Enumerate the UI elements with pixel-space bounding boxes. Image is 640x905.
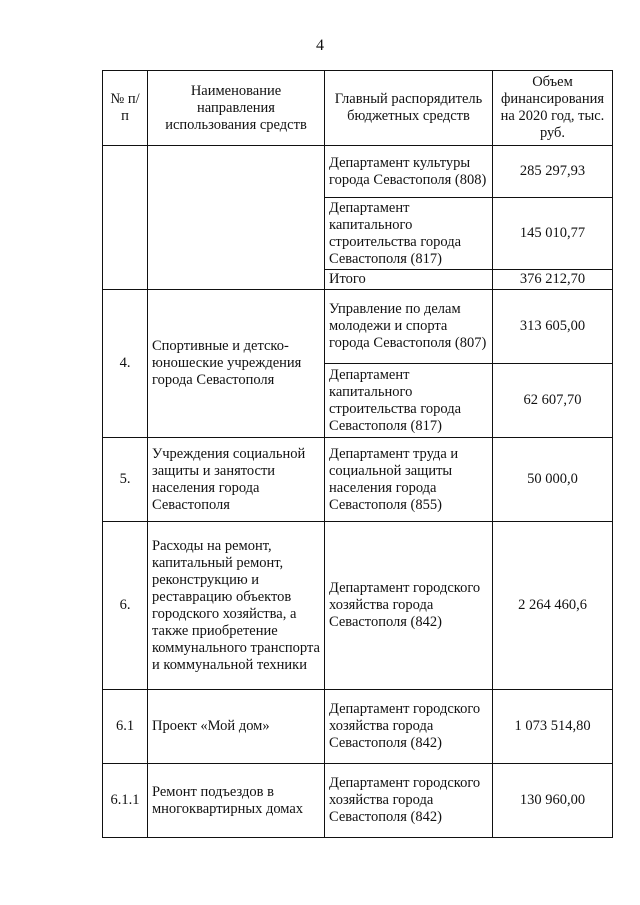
dept-cell: Департамент культуры города Севастополя (808)	[325, 146, 493, 198]
table-header-row	[103, 71, 613, 146]
amount-cell: 1 073 514,80	[493, 690, 613, 764]
table-row	[103, 146, 613, 198]
amount-cell: 376 212,70	[493, 270, 613, 290]
dept-cell: Департамент капитального строительства города Севастополя (817)	[325, 198, 493, 270]
amount-cell: 62 607,70	[493, 364, 613, 438]
num-cell	[103, 146, 148, 290]
header-amount: Объем финансирования на 2020 год, тыс. руб.	[493, 71, 613, 146]
page-number: 4	[316, 37, 324, 54]
num-cell: 6.1	[103, 690, 148, 764]
table-row	[103, 690, 613, 764]
direction-cell: Учреждения социальной защиты и занятости населения города Севастополя	[148, 438, 325, 522]
direction-cell: Проект «Мой дом»	[148, 690, 325, 764]
dept-cell: Департамент городского хозяйства города Севастополя (842)	[325, 522, 493, 690]
table-row	[103, 764, 613, 838]
header-num: № п/п	[103, 71, 148, 146]
dept-cell: Департамент городского хозяйства города Севастополя (842)	[325, 690, 493, 764]
amount-cell: 50 000,0	[493, 438, 613, 522]
dept-cell: Департамент городского хозяйства города Севастополя (842)	[325, 764, 493, 838]
direction-cell	[148, 146, 325, 290]
table-row	[103, 290, 613, 364]
dept-cell: Управление по делам молодежи и спорта города Севастополя (807)	[325, 290, 493, 364]
header-manager: Главный распорядитель бюджетных средств	[325, 71, 493, 146]
amount-cell: 2 264 460,6	[493, 522, 613, 690]
table-row	[103, 522, 613, 690]
amount-cell: 313 605,00	[493, 290, 613, 364]
amount-cell: 130 960,00	[493, 764, 613, 838]
amount-cell: 285 297,93	[493, 146, 613, 198]
num-cell: 6.1.1	[103, 764, 148, 838]
num-cell: 4.	[103, 290, 148, 438]
direction-cell: Расходы на ремонт, капитальный ремонт, реконструкцию и реставрацию объектов городского хозяйства, а также приобретение коммунального транспорта и коммунальной техники	[148, 522, 325, 690]
dept-cell: Итого	[325, 270, 493, 290]
num-cell: 5.	[103, 438, 148, 522]
direction-cell: Спортивные и детско-юношеские учреждения города Севастополя	[148, 290, 325, 438]
budget-table	[102, 70, 613, 838]
amount-cell: 145 010,77	[493, 198, 613, 270]
dept-cell: Департамент труда и социальной защиты населения города Севастополя (855)	[325, 438, 493, 522]
table-row	[103, 438, 613, 522]
header-direction: Наименование направления использования средств	[148, 71, 325, 146]
num-cell: 6.	[103, 522, 148, 690]
dept-cell: Департамент капитального строительства города Севастополя (817)	[325, 364, 493, 438]
direction-cell: Ремонт подъездов в многоквартирных домах	[148, 764, 325, 838]
